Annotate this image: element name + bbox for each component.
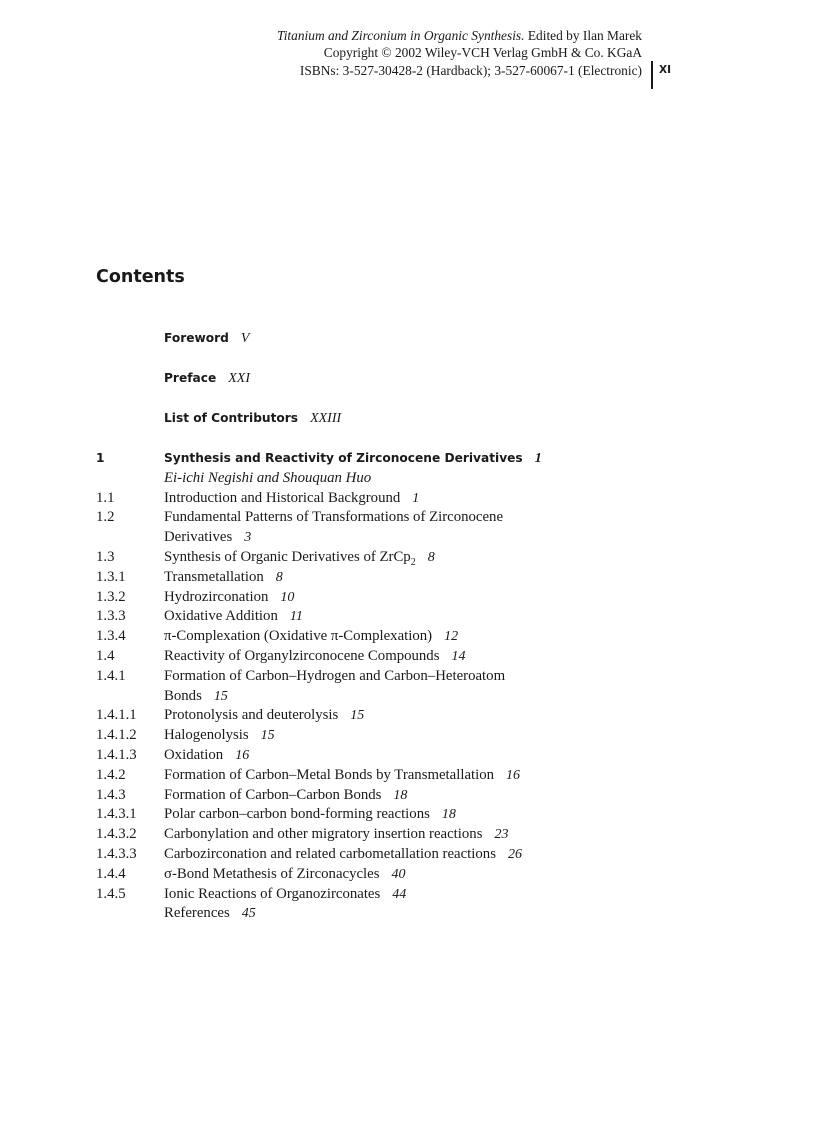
toc-row[interactable]	[96, 706, 716, 726]
foreword-page: V	[240, 331, 250, 346]
section-page: 8	[427, 549, 435, 565]
section-page: 15	[213, 688, 228, 704]
section-entry	[164, 508, 503, 528]
section-number: 1.4.1	[96, 667, 126, 684]
section-entry	[164, 627, 458, 647]
section-page: 1	[412, 490, 420, 506]
chapter-title: Synthesis and Reactivity of Zirconocene Derivatives	[164, 451, 523, 465]
section-title: Hydrozirconation	[164, 588, 269, 605]
toc-row[interactable]	[96, 865, 716, 885]
section-entry	[164, 726, 275, 746]
section-entry	[164, 786, 407, 806]
section-title: Halogenolysis	[164, 727, 249, 744]
section-title: π-Complexation (Oxidative π-Complexation)	[164, 628, 433, 645]
section-title: Oxidation	[164, 746, 224, 763]
section-title: Introduction and Historical Background	[164, 489, 401, 506]
section-title: Formation of Carbon–Metal Bonds by Transmetallation	[164, 766, 495, 783]
chapter-number: 1	[96, 451, 105, 465]
section-entry	[164, 489, 419, 509]
chapter-authors-row	[96, 469, 716, 489]
section-number: 1.4.3.1	[96, 806, 137, 823]
toc-row[interactable]	[96, 568, 716, 588]
toc-row[interactable]	[96, 627, 716, 647]
section-page: 16	[235, 747, 250, 763]
section-number: 1.3.4	[96, 628, 126, 645]
toc-row[interactable]	[96, 647, 716, 667]
contents-heading: Contents	[96, 267, 185, 287]
section-number: 1.4.5	[96, 885, 126, 902]
section-number: 1.3	[96, 548, 115, 565]
section-title-subscript: 2	[410, 556, 416, 568]
toc-row[interactable]	[96, 489, 716, 509]
toc-row[interactable]	[96, 607, 716, 627]
toc-row[interactable]	[96, 548, 716, 568]
section-page: 40	[391, 866, 406, 882]
toc-row[interactable]	[96, 726, 716, 746]
chapter-row[interactable]	[96, 449, 716, 469]
chapter-entry	[164, 449, 542, 469]
section-entry	[164, 746, 249, 766]
toc-row[interactable]	[96, 786, 716, 806]
section-entry	[164, 805, 456, 825]
section-title: Fundamental Patterns of Transformations of Zirconocene	[164, 509, 504, 526]
contributors-page: XXIII	[310, 411, 342, 426]
section-page: 44	[392, 886, 407, 902]
section-entry	[164, 865, 405, 885]
editor: Edited by Ilan Marek	[527, 28, 642, 43]
section-title: References	[164, 905, 230, 922]
section-page: 14	[451, 648, 466, 664]
section-number: 1.4.1.3	[96, 746, 137, 763]
section-entry	[164, 904, 256, 924]
section-number: 1.3.1	[96, 568, 126, 585]
section-entry	[164, 825, 508, 845]
toc-row[interactable]	[96, 508, 716, 528]
toc-row[interactable]	[96, 667, 716, 687]
section-page: 18	[441, 807, 456, 823]
section-title: Synthesis of Organic Derivatives of ZrCp	[164, 548, 411, 565]
section-entry	[164, 568, 283, 588]
section-title-continued: Derivatives	[164, 529, 233, 546]
section-title: Ionic Reactions of Organozirconates	[164, 885, 381, 902]
toc-row[interactable]	[96, 825, 716, 845]
section-title: Polar carbon–carbon bond-forming reactions	[164, 806, 430, 823]
page-number: XI	[651, 61, 671, 89]
book-title: Titanium and Zirconium in Organic Synthesis.	[277, 28, 525, 43]
front-matter-preface[interactable]	[164, 371, 250, 387]
section-page: 12	[444, 629, 459, 645]
section-number: 1.3.3	[96, 608, 126, 625]
section-page: 15	[350, 708, 365, 724]
section-page: 3	[244, 530, 252, 546]
section-entry	[164, 607, 303, 627]
section-number: 1.2	[96, 509, 115, 526]
running-header	[182, 27, 642, 79]
section-page: 23	[494, 827, 509, 843]
section-page: 18	[393, 787, 408, 803]
section-number: 1.1	[96, 489, 115, 506]
chapter-page: 1	[534, 451, 542, 466]
front-matter-foreword[interactable]	[164, 331, 249, 347]
section-entry	[164, 667, 505, 687]
toc-row[interactable]	[96, 746, 716, 766]
toc-row-continuation[interactable]	[96, 687, 716, 707]
section-page: 8	[275, 569, 283, 585]
toc-row[interactable]	[96, 805, 716, 825]
section-page: 45	[241, 906, 256, 922]
section-title: Carbonylation and other migratory insertion reactions	[164, 826, 483, 843]
preface-title: Preface	[164, 371, 217, 385]
section-title: Carbozirconation and related carbometallation reactions	[164, 845, 496, 862]
section-page: 26	[507, 846, 522, 862]
section-number: 1.4.1.2	[96, 727, 137, 744]
header-line-1	[182, 27, 642, 44]
section-entry	[164, 766, 520, 786]
section-entry	[164, 706, 364, 726]
section-page: 11	[289, 609, 303, 625]
section-title: σ-Bond Metathesis of Zirconacycles	[164, 865, 380, 882]
toc-list	[96, 449, 716, 924]
foreword-title: Foreword	[164, 331, 229, 345]
section-entry	[164, 885, 406, 905]
section-page: 15	[260, 728, 275, 744]
section-number: 1.4.1.1	[96, 707, 137, 724]
section-number: 1.4	[96, 647, 115, 664]
section-entry	[164, 647, 465, 667]
isbns: ISBNs: 3-527-30428-2 (Hardback); 3-527-60067-1 (Electronic)	[299, 62, 642, 78]
section-page: 10	[280, 589, 295, 605]
section-title: Protonolysis and deuterolysis	[164, 707, 339, 724]
toc-row[interactable]	[96, 588, 716, 608]
toc-row[interactable]	[96, 885, 716, 905]
section-number: 1.4.3	[96, 786, 126, 803]
chapter-authors: Ei-ichi Negishi and Shouquan Huo	[164, 469, 372, 486]
section-title: Transmetallation	[164, 568, 264, 585]
section-number: 1.4.3.3	[96, 845, 137, 862]
section-title: Formation of Carbon–Carbon Bonds	[164, 786, 382, 803]
toc-row[interactable]	[96, 904, 716, 924]
copyright: Copyright © 2002 Wiley-VCH Verlag GmbH & Co. KGaA	[323, 45, 642, 61]
section-entry	[164, 845, 522, 865]
section-number: 1.3.2	[96, 588, 126, 605]
contributors-title: List of Contributors	[164, 411, 299, 425]
section-title-continued: Bonds	[164, 687, 202, 704]
section-title: Reactivity of Organylzirconocene Compounds	[164, 647, 440, 664]
section-number: 1.4.3.2	[96, 826, 137, 843]
section-entry-continued	[164, 687, 228, 707]
section-number: 1.4.2	[96, 766, 126, 783]
section-number: 1.4.4	[96, 865, 126, 882]
section-entry-continued	[164, 528, 251, 548]
front-matter-contributors[interactable]	[164, 411, 341, 427]
section-title: Formation of Carbon–Hydrogen and Carbon–Heteroatom	[164, 667, 506, 684]
section-page: 16	[506, 767, 521, 783]
toc-row-continuation[interactable]	[96, 528, 716, 548]
toc-row[interactable]	[96, 845, 716, 865]
preface-page: XXI	[228, 371, 250, 386]
toc-row[interactable]	[96, 766, 716, 786]
section-entry	[164, 588, 294, 608]
section-title: Oxidative Addition	[164, 608, 278, 625]
